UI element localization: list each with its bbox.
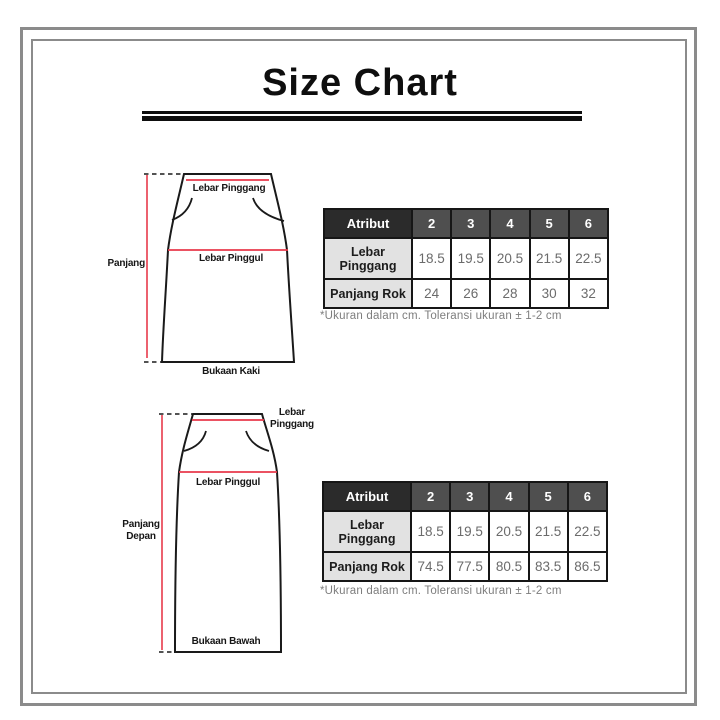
short-skirt-diagram — [100, 165, 310, 380]
value-cell: 86.5 — [568, 552, 607, 581]
value-cell: 18.5 — [411, 511, 450, 552]
value-cell: 22.5 — [568, 511, 607, 552]
size-table-long-skirt — [322, 481, 608, 582]
value-cell: 20.5 — [490, 238, 529, 279]
value-cell: 30 — [530, 279, 569, 308]
row-label-cell: Panjang Rok — [323, 552, 411, 581]
length-label: Panjang — [107, 258, 145, 269]
size-header-cell: 5 — [530, 209, 569, 238]
value-cell: 83.5 — [529, 552, 568, 581]
value-cell: 28 — [490, 279, 529, 308]
value-cell: 32 — [569, 279, 608, 308]
value-cell: 20.5 — [489, 511, 528, 552]
value-cell: 19.5 — [450, 511, 489, 552]
value-cell: 26 — [451, 279, 490, 308]
leg-opening-label: Bukaan Kaki — [202, 366, 260, 377]
size-header-cell: 4 — [489, 482, 528, 511]
size-header-cell: 2 — [412, 209, 451, 238]
table-header-row — [323, 482, 607, 511]
value-cell: 77.5 — [450, 552, 489, 581]
table-row — [323, 511, 607, 552]
table-footnote: *Ukuran dalam cm. Toleransi ukuran ± 1-2 cm — [320, 585, 562, 597]
size-header-cell: 3 — [451, 209, 490, 238]
hip-label: Lebar Pinggul — [198, 253, 264, 264]
value-cell: 22.5 — [569, 238, 608, 279]
value-cell: 21.5 — [529, 511, 568, 552]
table-header-row — [324, 209, 608, 238]
skirt-outline — [162, 174, 294, 362]
size-header-cell: 6 — [569, 209, 608, 238]
size-header-cell: 4 — [490, 209, 529, 238]
front-length-label: Panjang Depan — [122, 519, 160, 542]
value-cell: 19.5 — [451, 238, 490, 279]
table-row — [324, 238, 608, 279]
hem-opening-label: Bukaan Bawah — [191, 636, 261, 647]
attribute-header-cell: Atribut — [324, 209, 412, 238]
size-header-cell: 3 — [450, 482, 489, 511]
value-cell: 18.5 — [412, 238, 451, 279]
table-row — [324, 279, 608, 308]
table-row — [323, 552, 607, 581]
size-header-cell: 6 — [568, 482, 607, 511]
size-table-short-skirt — [323, 208, 609, 309]
hip-label: Lebar Pinggul — [195, 477, 261, 488]
value-cell: 24 — [412, 279, 451, 308]
page-title: Size Chart — [262, 62, 458, 104]
row-label-cell: Lebar Pinggang — [324, 238, 412, 279]
row-label-cell: Panjang Rok — [324, 279, 412, 308]
table-footnote: *Ukuran dalam cm. Toleransi ukuran ± 1-2 cm — [320, 310, 562, 322]
waist-label: Lebar Pinggang — [192, 183, 266, 194]
title-underline-thick — [142, 116, 582, 121]
value-cell: 74.5 — [411, 552, 450, 581]
size-header-cell: 2 — [411, 482, 450, 511]
title-underline-thin — [142, 111, 582, 114]
row-label-cell: Lebar Pinggang — [323, 511, 411, 552]
value-cell: 80.5 — [489, 552, 528, 581]
value-cell: 21.5 — [530, 238, 569, 279]
size-header-cell: 5 — [529, 482, 568, 511]
attribute-header-cell: Atribut — [323, 482, 411, 511]
waist-label: Lebar Pinggang — [270, 407, 314, 430]
